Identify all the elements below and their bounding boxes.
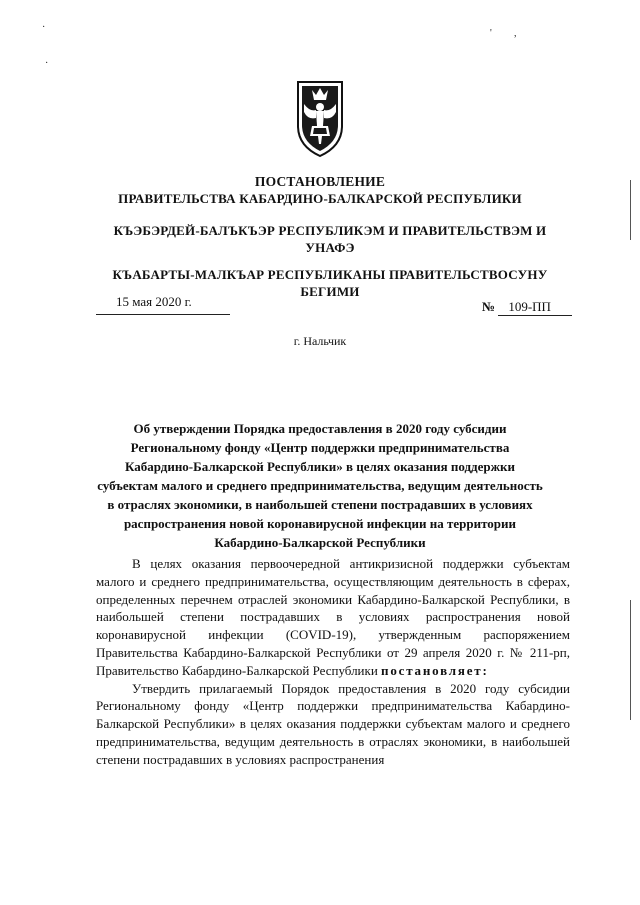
decree-body — [96, 555, 570, 769]
scan-speck: ' — [490, 28, 492, 39]
scan-speck: · — [45, 58, 49, 69]
government-name-ru: ПРАВИТЕЛЬСТВА КАБАРДИНО-БАЛКАРСКОЙ РЕСПУБЛИКИ — [118, 191, 522, 206]
number-sign: № — [482, 299, 496, 314]
city: г. Нальчик — [293, 334, 347, 348]
decree-word: постановляет: — [381, 662, 489, 678]
decree-number — [482, 299, 572, 316]
decree-date — [96, 294, 230, 315]
paragraph-1-text: В целях оказания первоочередной антикризисной поддержки субъектам малого и среднего предпринимательства, осуществляющим деятельность в сферах, определенных перечнем отраслей экономики Кабардино-Балкарской Республики, в наибольшей степени пострадавших в условиях распространения новой коронавирусной инфекции (COVID-19), утвержденным распоряжением Правительства Кабардино-Балкарской Республики от 29 апреля 2020 г. № 211-рп, Правительство Кабардино-Балкарской Республики — [96, 556, 570, 678]
coat-of-arms-icon — [290, 78, 350, 158]
scan-speck: · — [42, 22, 46, 33]
decree-date-value: 15 мая 2020 г. — [116, 294, 192, 309]
decree-subject: Об утверждении Порядка предоставления в 2020 году субсидии Региональному фонду «Центр поддержки предпринимательства Кабардино-Балкарской Республики» в целях оказания поддержки субъектам малого и среднего предпринимательства, ведущим деятельность в отраслях экономики, в наибольшей степени пострадавших в условиях распространения новой коронавирусной инфекции на территории Кабардино-Балкарской Республики — [97, 421, 543, 550]
scan-edge — [630, 180, 631, 240]
date-underline — [96, 312, 230, 315]
decree-number-value: 109-ПП — [498, 299, 572, 316]
government-name-krc: КЪАБАРТЫ-МАЛКЪАР РЕСПУБЛИКАНЫ ПРАВИТЕЛЬСТВОСУНУ БЕГИМИ — [112, 267, 548, 299]
paragraph-2: Утвердить прилагаемый Порядок предоставления в 2020 году субсидии Региональному фонду «Центр поддержки предпринимательства Кабардино-Балкарской Республики» в целях оказания поддержки субъектам малого и среднего предпринимательства, ведущим деятельность в отраслях экономики, в наибольшей степени пострадавших в условиях распространения — [96, 680, 570, 767]
scan-edge — [630, 600, 631, 720]
government-name-kbd: КЪЭБЭРДЕЙ-БАЛЪКЪЭР РЕСПУБЛИКЭМ И ПРАВИТЕЛЬСТВЭМ И УНАФЭ — [113, 223, 547, 255]
document-type-title: ПОСТАНОВЛЕНИЕ — [254, 174, 386, 189]
scan-speck: , — [514, 28, 517, 39]
paragraph-1 — [96, 555, 570, 680]
